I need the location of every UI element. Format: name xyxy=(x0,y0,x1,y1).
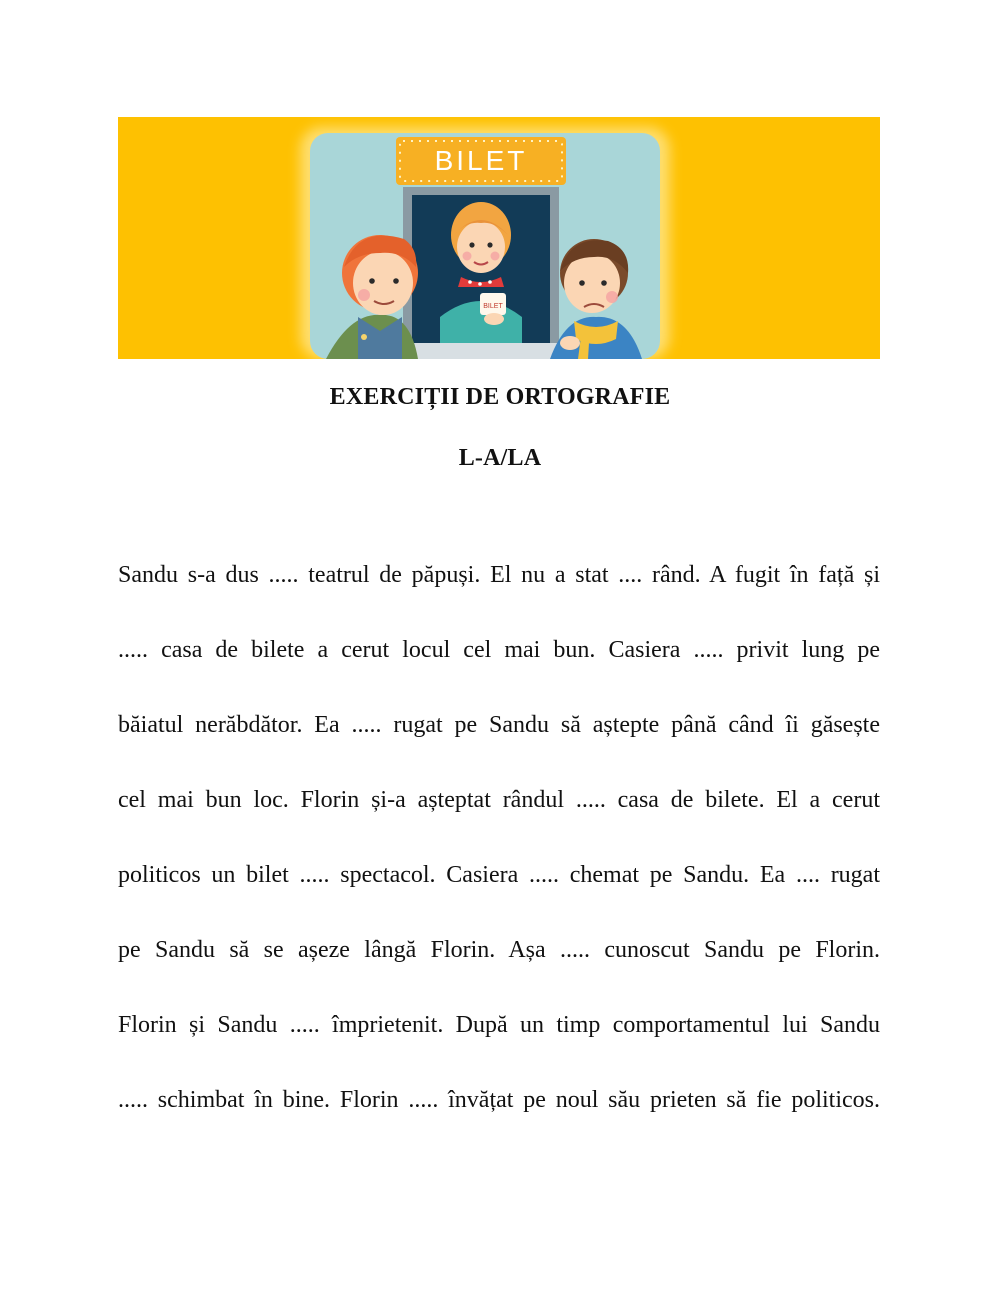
ticket-booth-illustration xyxy=(118,117,880,359)
exercise-paragraph xyxy=(118,550,880,1150)
page-subtitle: L-A/LA xyxy=(458,445,542,471)
ticket-text: BILET xyxy=(483,303,503,310)
paragraph-line: băiatul nerăbdător. Ea ..... rugat pe Sandu să aștepte până când îi găsește xyxy=(118,712,880,738)
paragraph-line: pe Sandu să se așeze lângă Florin. Așa ..... cunoscut Sandu pe Florin. xyxy=(118,937,880,963)
page-title: EXERCIȚII DE ORTOGRAFIE xyxy=(329,384,671,410)
paragraph-line: ..... schimbat în bine. Florin ..... învățat pe noul său prieten să fie politicos. xyxy=(118,1087,880,1113)
paragraph-line: politicos un bilet ..... spectacol. Casiera ..... chemat pe Sandu. Ea .... rugat xyxy=(118,862,880,888)
paragraph-line: ..... casa de bilete a cerut locul cel mai bun. Casiera ..... privit lung pe xyxy=(118,637,880,663)
paragraph-line: Sandu s-a dus ..... teatrul de păpuși. El nu a stat .... rând. A fugit în față și xyxy=(118,562,880,588)
paragraph-line: Florin și Sandu ..... împrietenit. După un timp comportamentul lui Sandu xyxy=(118,1012,880,1038)
header-illustration xyxy=(118,117,880,359)
paragraph-line: cel mai bun loc. Florin și-a așteptat rândul ..... casa de bilete. El a cerut xyxy=(118,787,880,813)
counter xyxy=(398,343,564,359)
sign-text: BILET xyxy=(434,145,528,176)
